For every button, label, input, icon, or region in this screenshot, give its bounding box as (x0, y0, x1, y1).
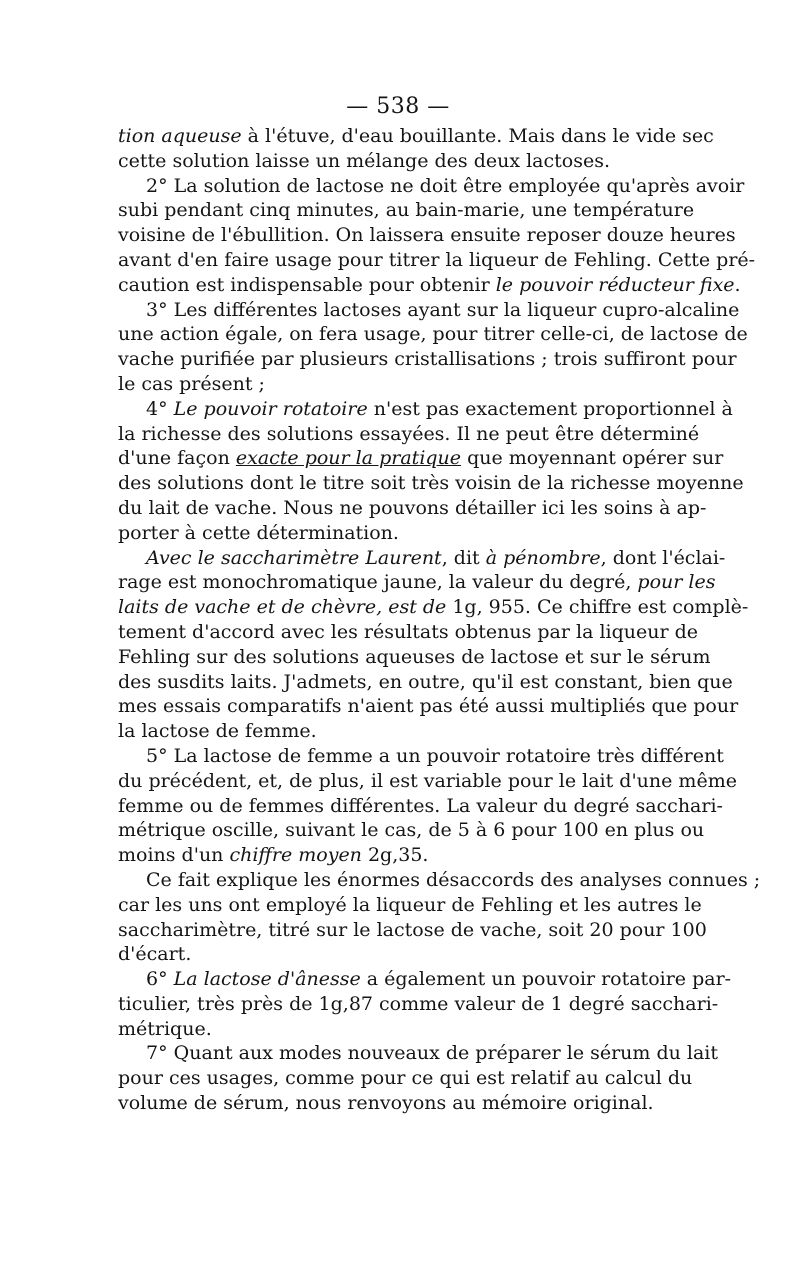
text-run: laits de vache et de chèvre, est de (118, 596, 447, 619)
text-run: à l'étuve, d'eau bouillante. Mais dans le vide sec (241, 125, 714, 147)
text-run: porter à cette détermination. (118, 521, 399, 544)
text-line (118, 918, 707, 943)
text-line (118, 124, 714, 149)
text-line (118, 794, 723, 819)
text-line (118, 670, 733, 695)
text-run: Ce fait explique les énormes désaccords des analyses connues ; (146, 868, 761, 891)
text-run: , dont l'éclai- (600, 546, 726, 569)
text-line (118, 248, 756, 273)
text-line (118, 198, 695, 223)
text-line (118, 843, 678, 868)
text-line (118, 1041, 719, 1066)
text-line (118, 1017, 678, 1042)
text-run: pour les (637, 571, 716, 594)
text-run: le cas présent ; (118, 372, 265, 395)
text-line (118, 942, 678, 967)
text-run: chiffre moyen (229, 844, 362, 867)
text-run: Le pouvoir rotatoire (173, 397, 368, 420)
text-line (118, 273, 741, 298)
text-run: vache purifiée par plusieurs cristallisations ; trois suffiront pour (118, 348, 737, 371)
text-line (118, 620, 699, 645)
text-run: la lactose de femme. (118, 720, 317, 743)
text-line (118, 818, 705, 843)
text-run: Fehling sur des solutions aqueuses de lactose et sur le sérum (118, 645, 711, 668)
text-line (118, 868, 761, 893)
text-line (118, 149, 678, 174)
text-line (118, 769, 737, 794)
text-line (118, 322, 748, 347)
text-line (118, 298, 740, 323)
text-run: une action égale, on fera usage, pour titrer celle-ci, de lactose de (118, 323, 748, 346)
body-text (118, 124, 761, 1116)
text-line (118, 521, 678, 546)
text-run: 7° Quant aux modes nouveaux de préparer le sérum du lait (146, 1042, 719, 1065)
text-run: métrique oscille, suivant le cas, de 5 à 6 pour 100 en plus ou (118, 819, 705, 842)
text-line (118, 372, 678, 397)
text-run: métrique. (118, 1017, 212, 1040)
text-run: la richesse des solutions essayées. Il ne peut être déterminé (118, 422, 700, 445)
text-run: femme ou de femmes différentes. La valeur du degré sacchari- (118, 794, 723, 817)
text-line (118, 496, 707, 521)
text-run: mes essais comparatifs n'aient pas été aussi multipliés que pour (118, 695, 739, 718)
text-run: des solutions dont le titre soit très voisin de la richesse moyenne (118, 472, 744, 495)
text-run: tion aqueuse (118, 125, 242, 147)
text-run: d'écart. (118, 943, 192, 966)
text-run: 2g,35. (361, 844, 429, 867)
text-run: caution est indispensable pour obtenir (118, 273, 496, 296)
text-run: d'une façon (118, 447, 236, 470)
text-line (118, 744, 724, 769)
text-line (118, 174, 745, 199)
text-run: du lait de vache. Nous ne pouvons détailler ici les soins à ap- (118, 496, 707, 519)
book-page (118, 92, 761, 1116)
text-line (118, 570, 716, 595)
text-run: a également un pouvoir rotatoire par- (360, 968, 732, 991)
text-run: 3° Les différentes lactoses ayant sur la liqueur cupro-alcaline (146, 298, 740, 321)
text-run: cette solution laisse un mélange des deux lactoses. (118, 149, 610, 172)
text-run: 6° (146, 968, 174, 991)
text-run: ticulier, très près de 1g,87 comme valeur de 1 degré sacchari- (118, 992, 719, 1015)
text-run: avant d'en faire usage pour titrer la liqueur de Fehling. Cette pré- (118, 248, 756, 271)
text-line (118, 694, 739, 719)
text-line (118, 446, 724, 471)
text-run: moins d'un (118, 844, 230, 867)
text-line (118, 471, 744, 496)
text-run: 1g, 955. Ce chiffre est complè- (446, 596, 749, 619)
text-run: du précédent, et, de plus, il est variable pour le lait d'une même (118, 769, 737, 792)
text-run: car les uns ont employé la liqueur de Fehling et les autres le (118, 893, 702, 916)
text-line (118, 422, 700, 447)
text-line (118, 397, 733, 422)
text-run: des susdits laits. J'admets, en outre, qu'il est constant, bien que (118, 670, 733, 693)
text-run: rage est monochromatique jaune, la valeur du degré, (118, 571, 638, 594)
text-line (118, 223, 736, 248)
text-line (118, 893, 702, 918)
text-line (118, 1091, 678, 1116)
text-run: 2° La solution de lactose ne doit être employée qu'après avoir (146, 174, 745, 197)
text-run: La lactose d'ânesse (173, 968, 361, 991)
text-run: 5° La lactose de femme a un pouvoir rotatoire très différent (146, 744, 724, 767)
text-run: volume de sérum, nous renvoyons au mémoire original. (118, 1092, 654, 1115)
text-line (118, 546, 726, 571)
text-run: subi pendant cinq minutes, au bain-marie, une température (118, 199, 695, 222)
text-line (118, 645, 711, 670)
text-run: Avec le saccharimètre Laurent (146, 546, 442, 569)
text-run: , dit (441, 546, 486, 569)
text-run: voisine de l'ébullition. On laissera ensuite reposer douze heures (118, 224, 736, 247)
text-run: pour ces usages, comme pour ce qui est relatif au calcul du (118, 1067, 693, 1090)
text-run: exacte pour la pratique (235, 447, 462, 470)
text-line (118, 595, 749, 620)
text-run: tement d'accord avec les résultats obtenus par la liqueur de (118, 620, 699, 643)
text-line (118, 992, 719, 1017)
text-run: le pouvoir réducteur fixe (495, 273, 735, 296)
text-run: n'est pas exactement proportionnel à (367, 397, 733, 420)
text-run: 4° (146, 397, 174, 420)
text-line (118, 347, 737, 372)
text-run: à pénombre (485, 546, 601, 569)
text-run: . (734, 273, 741, 296)
text-run: que moyennant opérer sur (461, 447, 724, 470)
text-run: saccharimètre, titré sur le lactose de vache, soit 20 pour 100 (118, 918, 707, 941)
text-line (118, 967, 732, 992)
page-number: — 538 — (346, 94, 450, 119)
text-line (118, 1066, 693, 1091)
text-line (118, 719, 678, 744)
